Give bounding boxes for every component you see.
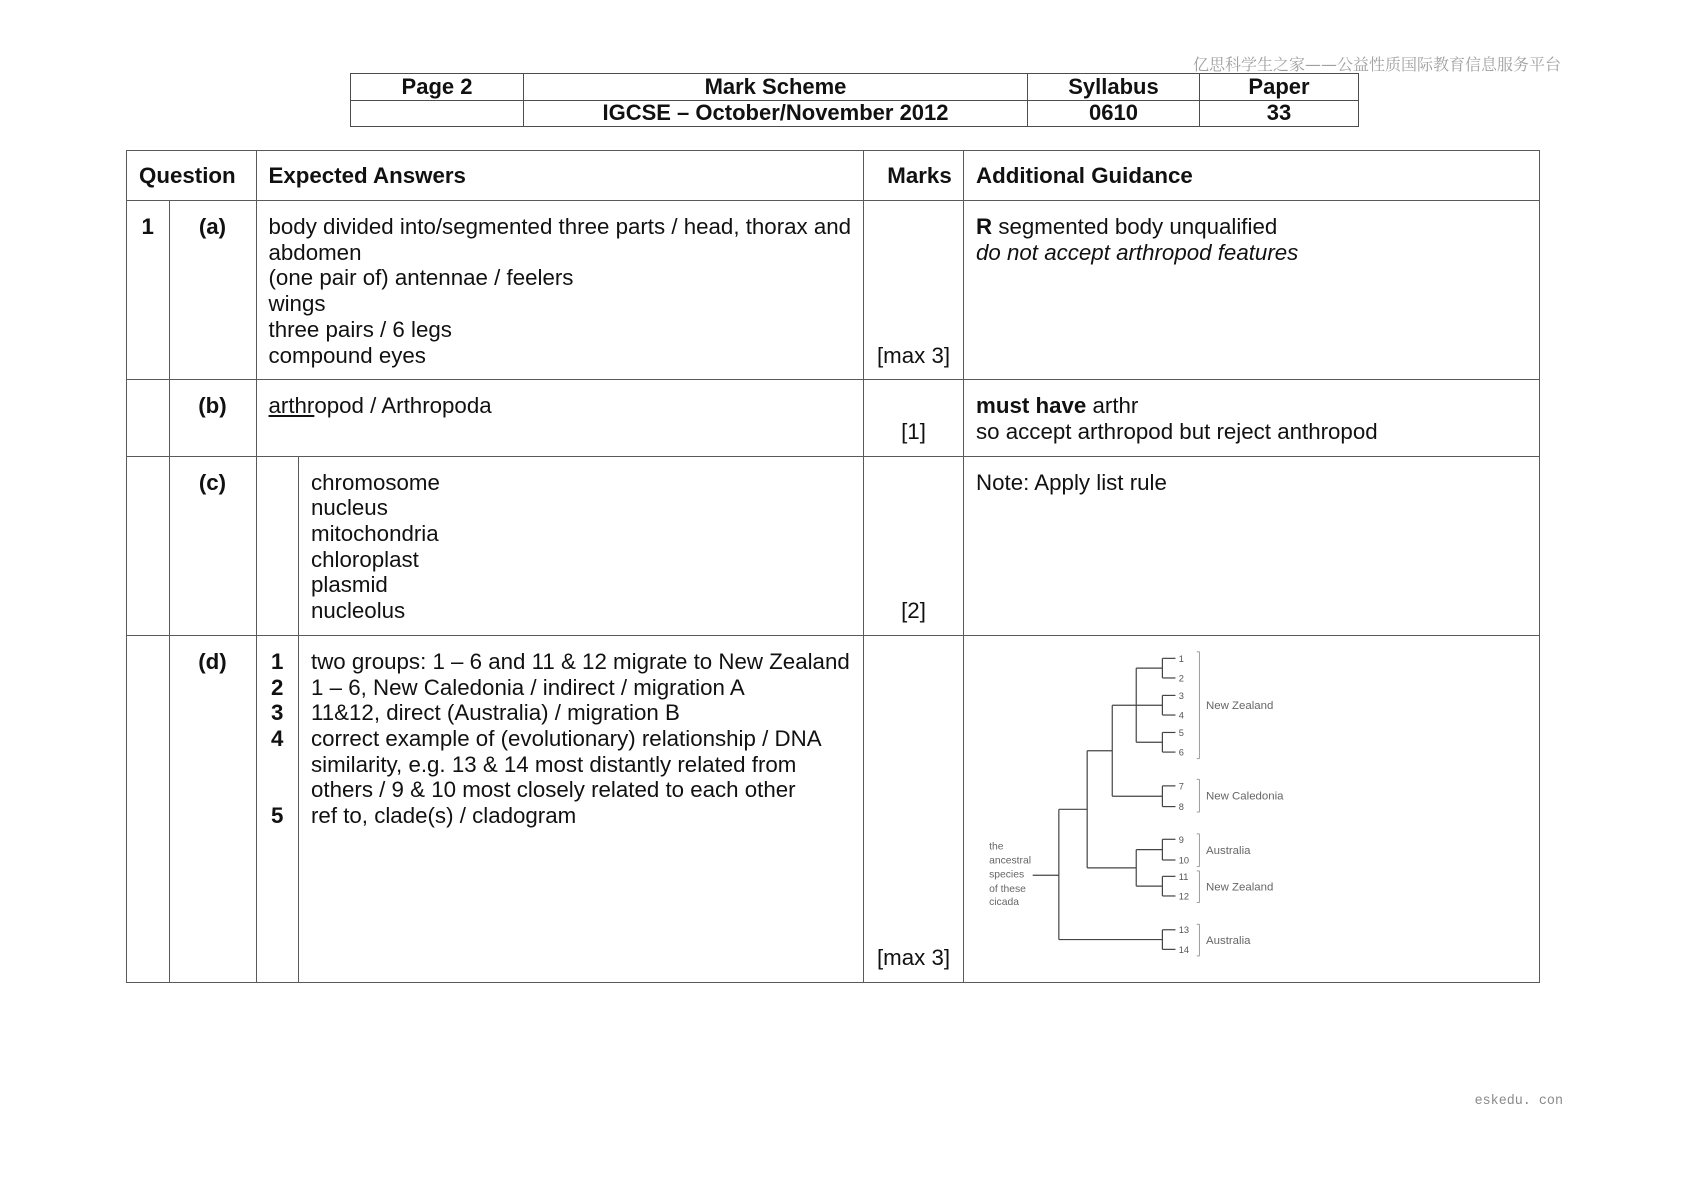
marks: [max 3] bbox=[864, 201, 964, 380]
answer-line: ref to, clade(s) / cladogram bbox=[311, 803, 577, 829]
header-row-values bbox=[351, 100, 1359, 127]
item-number: 1 bbox=[271, 648, 284, 674]
cladogram-leaf-label: 11 bbox=[1178, 871, 1189, 882]
answer-line: three pairs / 6 legs bbox=[268, 316, 452, 342]
mark-scheme-table bbox=[126, 150, 1540, 983]
page-label: Page 2 bbox=[351, 74, 524, 101]
empty-cell bbox=[127, 635, 170, 982]
answer-line: plasmid bbox=[311, 572, 388, 598]
answer-line bbox=[269, 393, 852, 419]
cladogram-leaf-label: 14 bbox=[1178, 944, 1190, 955]
additional-guidance bbox=[964, 456, 1540, 635]
answer-line: nucleolus bbox=[311, 598, 406, 624]
cladogram-leaf-label: 4 bbox=[1178, 710, 1184, 721]
sub-number-column bbox=[256, 456, 299, 635]
answer-line: correct example of (evolutionary) relationship / DNA bbox=[311, 725, 822, 751]
answer-line: compound eyes bbox=[268, 342, 426, 368]
col-additional-guidance-header: Additional Guidance bbox=[964, 151, 1540, 201]
answer-item bbox=[311, 675, 851, 701]
answer-item bbox=[311, 803, 851, 829]
answer-line: 1 – 6, New Caledonia / indirect / migration A bbox=[311, 674, 745, 700]
expected-answers bbox=[299, 456, 864, 635]
row-1d bbox=[127, 635, 1540, 982]
guidance-text: segmented body unqualified bbox=[998, 214, 1278, 239]
cladogram-ancestor-label: the bbox=[989, 841, 1004, 853]
answer-line: similarity, e.g. 13 & 14 most distantly related from bbox=[311, 751, 797, 777]
row-1c bbox=[127, 456, 1540, 635]
cladogram-ancestor-label: species bbox=[989, 869, 1025, 881]
item-number: 2 bbox=[271, 674, 284, 700]
question-number: 1 bbox=[127, 201, 170, 380]
guidance-bold-text: R bbox=[976, 214, 993, 239]
table-header-row bbox=[127, 151, 1540, 201]
part-label: (c) bbox=[169, 456, 256, 635]
cladogram-leaf-label: 12 bbox=[1178, 891, 1190, 902]
cladogram-figure bbox=[976, 642, 1303, 969]
document-title: Mark Scheme bbox=[524, 74, 1028, 101]
cladogram-region-label: Australia bbox=[1206, 844, 1251, 857]
marks: [2] bbox=[864, 456, 964, 635]
answer-line: others / 9 & 10 most closely related to each other bbox=[311, 777, 796, 803]
cladogram-ancestor-label: of these bbox=[989, 883, 1026, 895]
header-table bbox=[350, 73, 1359, 127]
paper-label: Paper bbox=[1200, 74, 1359, 101]
part-label: (a) bbox=[169, 201, 256, 380]
guidance-line: Note: Apply list rule bbox=[976, 469, 1167, 495]
cladogram-region-label: New Zealand bbox=[1206, 881, 1274, 894]
answer-line: abdomen bbox=[268, 239, 362, 265]
cladogram-leaf-label: 10 bbox=[1178, 855, 1190, 866]
cladogram-leaf-label: 13 bbox=[1178, 925, 1190, 936]
cladogram-leaf-label: 3 bbox=[1178, 690, 1184, 701]
answer-line: body divided into/segmented three parts / head, thorax and bbox=[268, 214, 852, 239]
guidance-italic-text: do not accept arthropod features bbox=[976, 239, 1299, 265]
answer-line: mitochondria bbox=[311, 521, 439, 547]
cladogram-leaf-label: 9 bbox=[1178, 834, 1184, 845]
sub-number-column bbox=[256, 635, 299, 982]
cladogram-container bbox=[964, 636, 1539, 976]
answer-item bbox=[311, 649, 851, 675]
cladogram-region-label: Australia bbox=[1206, 934, 1251, 947]
answer-line: 11&12, direct (Australia) / migration B bbox=[311, 700, 680, 726]
part-label: (d) bbox=[169, 635, 256, 982]
expected-answers bbox=[256, 380, 864, 456]
expected-answers bbox=[299, 635, 864, 982]
answer-line: (one pair of) antennae / feelers bbox=[268, 265, 574, 291]
empty-cell bbox=[127, 456, 170, 635]
answer-line: nucleus bbox=[311, 495, 388, 521]
guidance-line bbox=[976, 214, 1527, 240]
item-number: 3 bbox=[271, 700, 284, 726]
header-row-labels bbox=[351, 74, 1359, 101]
syllabus-code: 0610 bbox=[1028, 100, 1200, 127]
blank-cell bbox=[351, 100, 524, 127]
guidance-line bbox=[976, 393, 1527, 419]
col-expected-answers-header: Expected Answers bbox=[256, 151, 864, 201]
cladogram-leaf-label: 5 bbox=[1178, 727, 1184, 738]
empty-cell bbox=[127, 380, 170, 456]
cladogram-region-label: New Zealand bbox=[1206, 699, 1274, 712]
syllabus-label: Syllabus bbox=[1028, 74, 1200, 101]
row-1a bbox=[127, 201, 1540, 380]
guidance-bold-text: must have bbox=[976, 393, 1087, 419]
answer-item bbox=[311, 700, 851, 726]
marks: [max 3] bbox=[864, 635, 964, 982]
answer-line: chloroplast bbox=[311, 546, 419, 572]
answer-line: wings bbox=[268, 291, 326, 317]
guidance-text: arthr bbox=[1092, 393, 1139, 419]
paper-number: 33 bbox=[1200, 100, 1359, 127]
expected-answers bbox=[256, 201, 864, 380]
guidance-line: so accept arthropod but reject anthropod bbox=[976, 418, 1378, 444]
answer-line: chromosome bbox=[311, 469, 440, 495]
cladogram-ancestor-label: ancestral bbox=[989, 855, 1032, 867]
cladogram-leaf-label: 1 bbox=[1178, 653, 1184, 664]
item-number: 4 bbox=[271, 725, 284, 751]
answer-text: opod / Arthropoda bbox=[314, 393, 492, 419]
cladogram-leaf-label: 2 bbox=[1178, 673, 1184, 684]
col-marks-header: Marks bbox=[864, 151, 964, 201]
cladogram-region-label: New Caledonia bbox=[1206, 790, 1284, 803]
cladogram-leaf-label: 7 bbox=[1178, 781, 1184, 792]
answer-item bbox=[311, 726, 851, 803]
exam-session: IGCSE – October/November 2012 bbox=[524, 100, 1028, 127]
cladogram-ancestor-label: cicada bbox=[989, 896, 1020, 908]
additional-guidance bbox=[964, 201, 1540, 380]
additional-guidance bbox=[964, 380, 1540, 456]
part-label: (b) bbox=[169, 380, 256, 456]
additional-guidance bbox=[964, 635, 1540, 982]
cladogram-leaf-label: 8 bbox=[1178, 801, 1184, 812]
watermark-text: 亿思科学生之家——公益性质国际教育信息服务平台 bbox=[1192, 55, 1561, 74]
marks: [1] bbox=[864, 380, 964, 456]
cladogram-leaf-label: 6 bbox=[1178, 747, 1184, 758]
underlined-stem: arthr bbox=[268, 393, 315, 419]
col-question-header: Question bbox=[127, 151, 257, 201]
item-number: 5 bbox=[271, 803, 284, 829]
guidance-line bbox=[976, 240, 1527, 266]
footer-site-text: eskedu. con bbox=[1474, 1094, 1563, 1109]
row-1b bbox=[127, 380, 1540, 456]
answer-line: two groups: 1 – 6 and 11 & 12 migrate to New Zealand bbox=[311, 648, 850, 674]
